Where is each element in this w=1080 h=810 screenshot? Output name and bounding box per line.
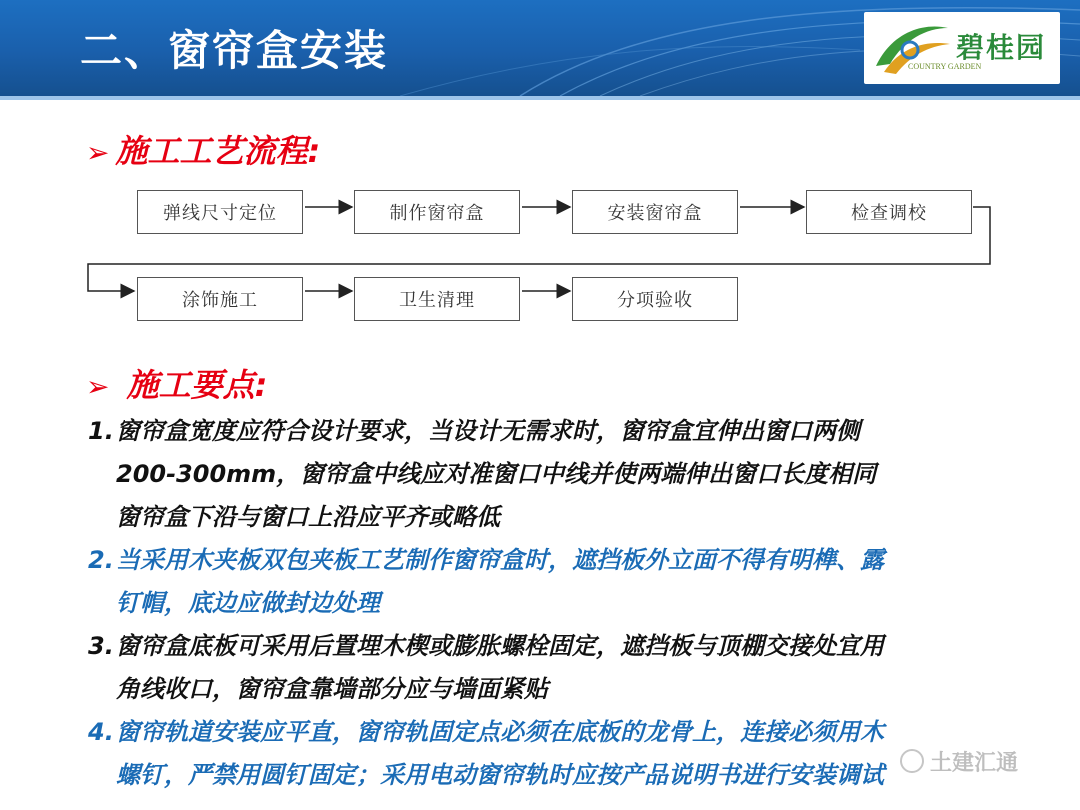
arrow-bullet-icon: ➢: [86, 370, 110, 403]
flow-step-6: 卫生清理: [354, 277, 520, 321]
flow-step-3: 安装窗帘盒: [572, 190, 738, 234]
flow-step-5: 涂饰施工: [137, 277, 303, 321]
flow-step-4: 检查调校: [806, 190, 972, 234]
watermark: [900, 746, 1018, 777]
keypoint-4: [88, 711, 1018, 797]
section-keypoints-label: 施工要点:: [126, 366, 268, 404]
keypoint-line: 角线收口，窗帘盒靠墙部分应与墙面紧贴: [116, 675, 548, 703]
keypoint-number: 3.: [88, 632, 114, 660]
keypoint-1: [88, 410, 1018, 539]
keypoint-number: 1.: [88, 417, 114, 445]
slide-header: [0, 0, 1080, 96]
keypoint-line: 窗帘轨道安装应平直，窗帘轨固定点必须在底板的龙骨上，连接必须用木: [116, 718, 884, 746]
company-logo: [864, 12, 1060, 84]
keypoint-line: 200-300mm，窗帘盒中线应对准窗口中线并使两端伸出窗口长度相同: [116, 460, 877, 488]
keypoint-line: 当采用木夹板双包夹板工艺制作窗帘盒时，遮挡板外立面不得有明榫、露: [116, 546, 884, 574]
section-process-label: 施工工艺流程:: [115, 132, 321, 170]
slide-title: 二、窗帘盒安装: [80, 26, 389, 75]
flow-step-2: 制作窗帘盒: [354, 190, 520, 234]
logo-text: 碧桂园: [956, 31, 1047, 64]
watermark-text: 土建汇通: [930, 751, 1019, 776]
keypoint-line: 窗帘盒下沿与窗口上沿应平齐或略低: [116, 503, 500, 531]
logo-subtext: COUNTRY GARDEN: [908, 62, 982, 71]
section-keypoints-heading: [86, 360, 267, 406]
keypoint-line: 钉帽，底边应做封边处理: [116, 589, 380, 617]
keypoint-number: 4.: [88, 718, 114, 746]
keypoint-line: 窗帘盒宽度应符合设计要求，当设计无需求时，窗帘盒宜伸出窗口两侧: [116, 417, 860, 445]
flow-step-1: 弹线尺寸定位: [137, 190, 303, 234]
keypoint-number: 2.: [88, 546, 114, 574]
flow-step-7: 分项验收: [572, 277, 738, 321]
keypoint-3: [88, 625, 1018, 711]
keypoint-line: 窗帘盒底板可采用后置埋木楔或膨胀螺栓固定，遮挡板与顶棚交接处宜用: [116, 632, 884, 660]
keypoint-2: [88, 539, 1018, 625]
wechat-icon: [900, 749, 924, 773]
section-process-heading: [86, 126, 320, 172]
keypoints-list: [88, 410, 1018, 797]
keypoint-line: 螺钉，严禁用圆钉固定；采用电动窗帘轨时应按产品说明书进行安装调试: [116, 761, 884, 789]
logo-swoosh-icon: [866, 14, 956, 84]
header-divider: [0, 96, 1080, 100]
arrow-bullet-icon: ➢: [86, 136, 110, 169]
